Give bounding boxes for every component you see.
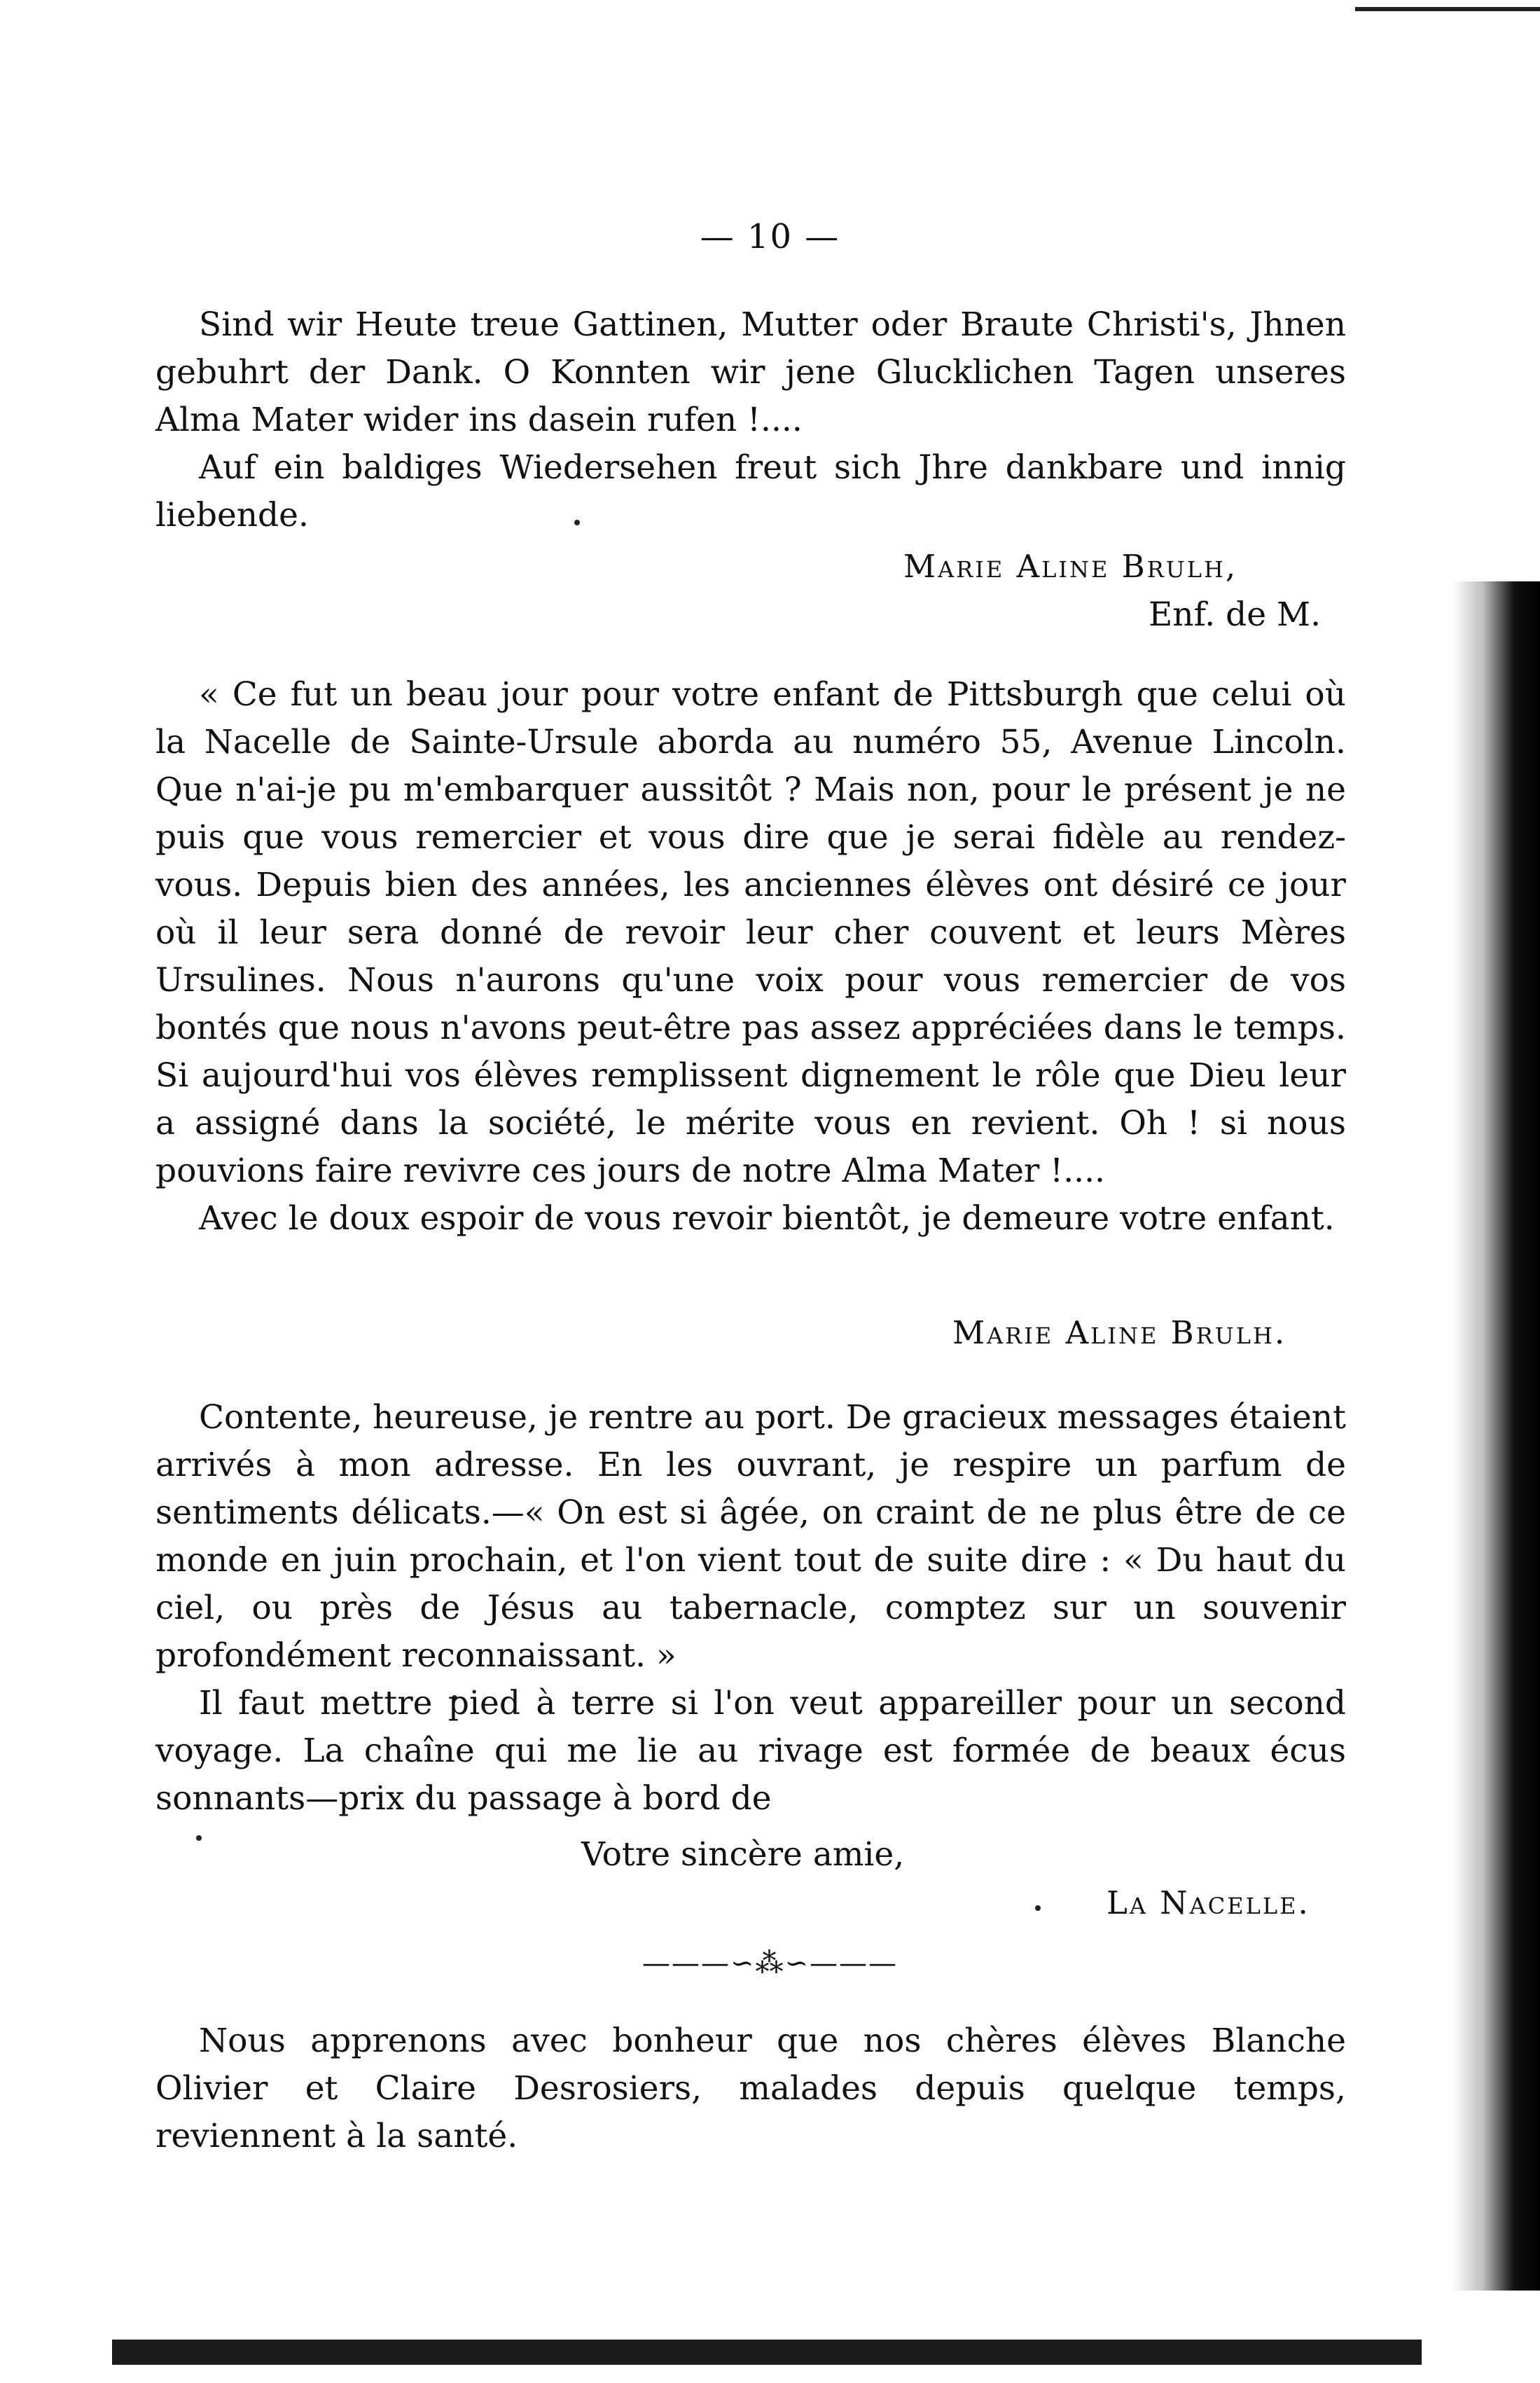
german-letter-body: [155, 301, 1346, 539]
german-letter-paragraph: Sind wir Heute treue Gattinen, Mutter oder Braute Christi's, Jhnen gebuhrt der Dank. O Konnten wir jene Glucklichen Tagen unseres Alma Mater wider ins dasein rufen !....: [155, 305, 1346, 439]
nacelle-letter-paragraph: Contente, heureuse, je rentre au port. De gracieux messages étaient arrivés à mon adresse. En les ouvrant, je respire un parfum de sentiments délicats.—« On est si âgée, on craint de ne plus être de ce monde en juin prochain, et l'on vient tout de suite dire : « Du haut du ciel, ou près de Jésus au tabernacle, comptez sur un souvenir profondément reconnaissant. »: [155, 1398, 1346, 1675]
nacelle-letter-signature: La Nacelle.: [1107, 1884, 1310, 1921]
nacelle-letter-paragraph: Il faut mettre pied à terre si l'on veut appareiller pour un second voyage. La chaîne qui me lie au rivage est formée de beaux écus sonnants—prix du passage à bord de: [155, 1684, 1346, 1818]
german-letter-signature-sub: Enf. de M.: [1149, 595, 1322, 634]
nacelle-letter-closing: Votre sincère amie,: [581, 1835, 905, 1874]
french-letter-signature: Marie Aline Brulh.: [952, 1314, 1287, 1351]
german-letter-signature: Marie Aline Brulh,: [903, 548, 1238, 585]
german-letter-paragraph: Auf ein baldiges Wiedersehen freut sich Jhre dankbare und innig liebende.: [155, 448, 1346, 534]
french-letter-body: [155, 671, 1346, 1243]
stray-ink-dot: [196, 1835, 202, 1841]
page-number: — 10 —: [700, 217, 840, 256]
nacelle-letter-body: [155, 1394, 1346, 1823]
scan-edge-mark-top: [1355, 7, 1540, 11]
stray-ink-dot: [1035, 1905, 1041, 1911]
french-letter-paragraph: « Ce fut un beau jour pour votre enfant de Pittsburgh que celui où la Nacelle de Sainte-Ursule aborda au numéro 55, Avenue Lincoln. Que n'ai-je pu m'embarquer aussitôt ? Mais non, pour le présent je ne puis que vous remercier et vous dire que je serai fidèle au rendez-vous. Depuis bien des années, les anciennes élèves ont désiré ce jour où il leur sera donné de revoir leur cher couvent et leurs Mères Ursulines. Nous n'aurons qu'une voix pour vous remercier de vos bontés que nous n'avons peut-être pas assez appréciées dans le temps. Si aujourd'hui vos élèves remplissent dignement le rôle que Dieu leur a assigné dans la société, le mérite vous en revient. Oh ! si nous pouvions faire revivre ces jours de notre Alma Mater !....: [155, 675, 1346, 1190]
ornamental-separator: ———∽⁂∽———: [641, 1947, 899, 1980]
scan-edge-mark-bottom: [112, 2340, 1422, 2365]
french-letter-paragraph: Avec le doux espoir de vous revoir bientôt, je demeure votre enfant.: [199, 1199, 1335, 1238]
news-item: [155, 2017, 1346, 2160]
scan-page-edge-shadow: [1452, 581, 1540, 2291]
news-paragraph: Nous apprenons avec bonheur que nos chères élèves Blanche Olivier et Claire Desrosiers, malades depuis quelque temps, reviennent à la santé.: [155, 2022, 1346, 2155]
